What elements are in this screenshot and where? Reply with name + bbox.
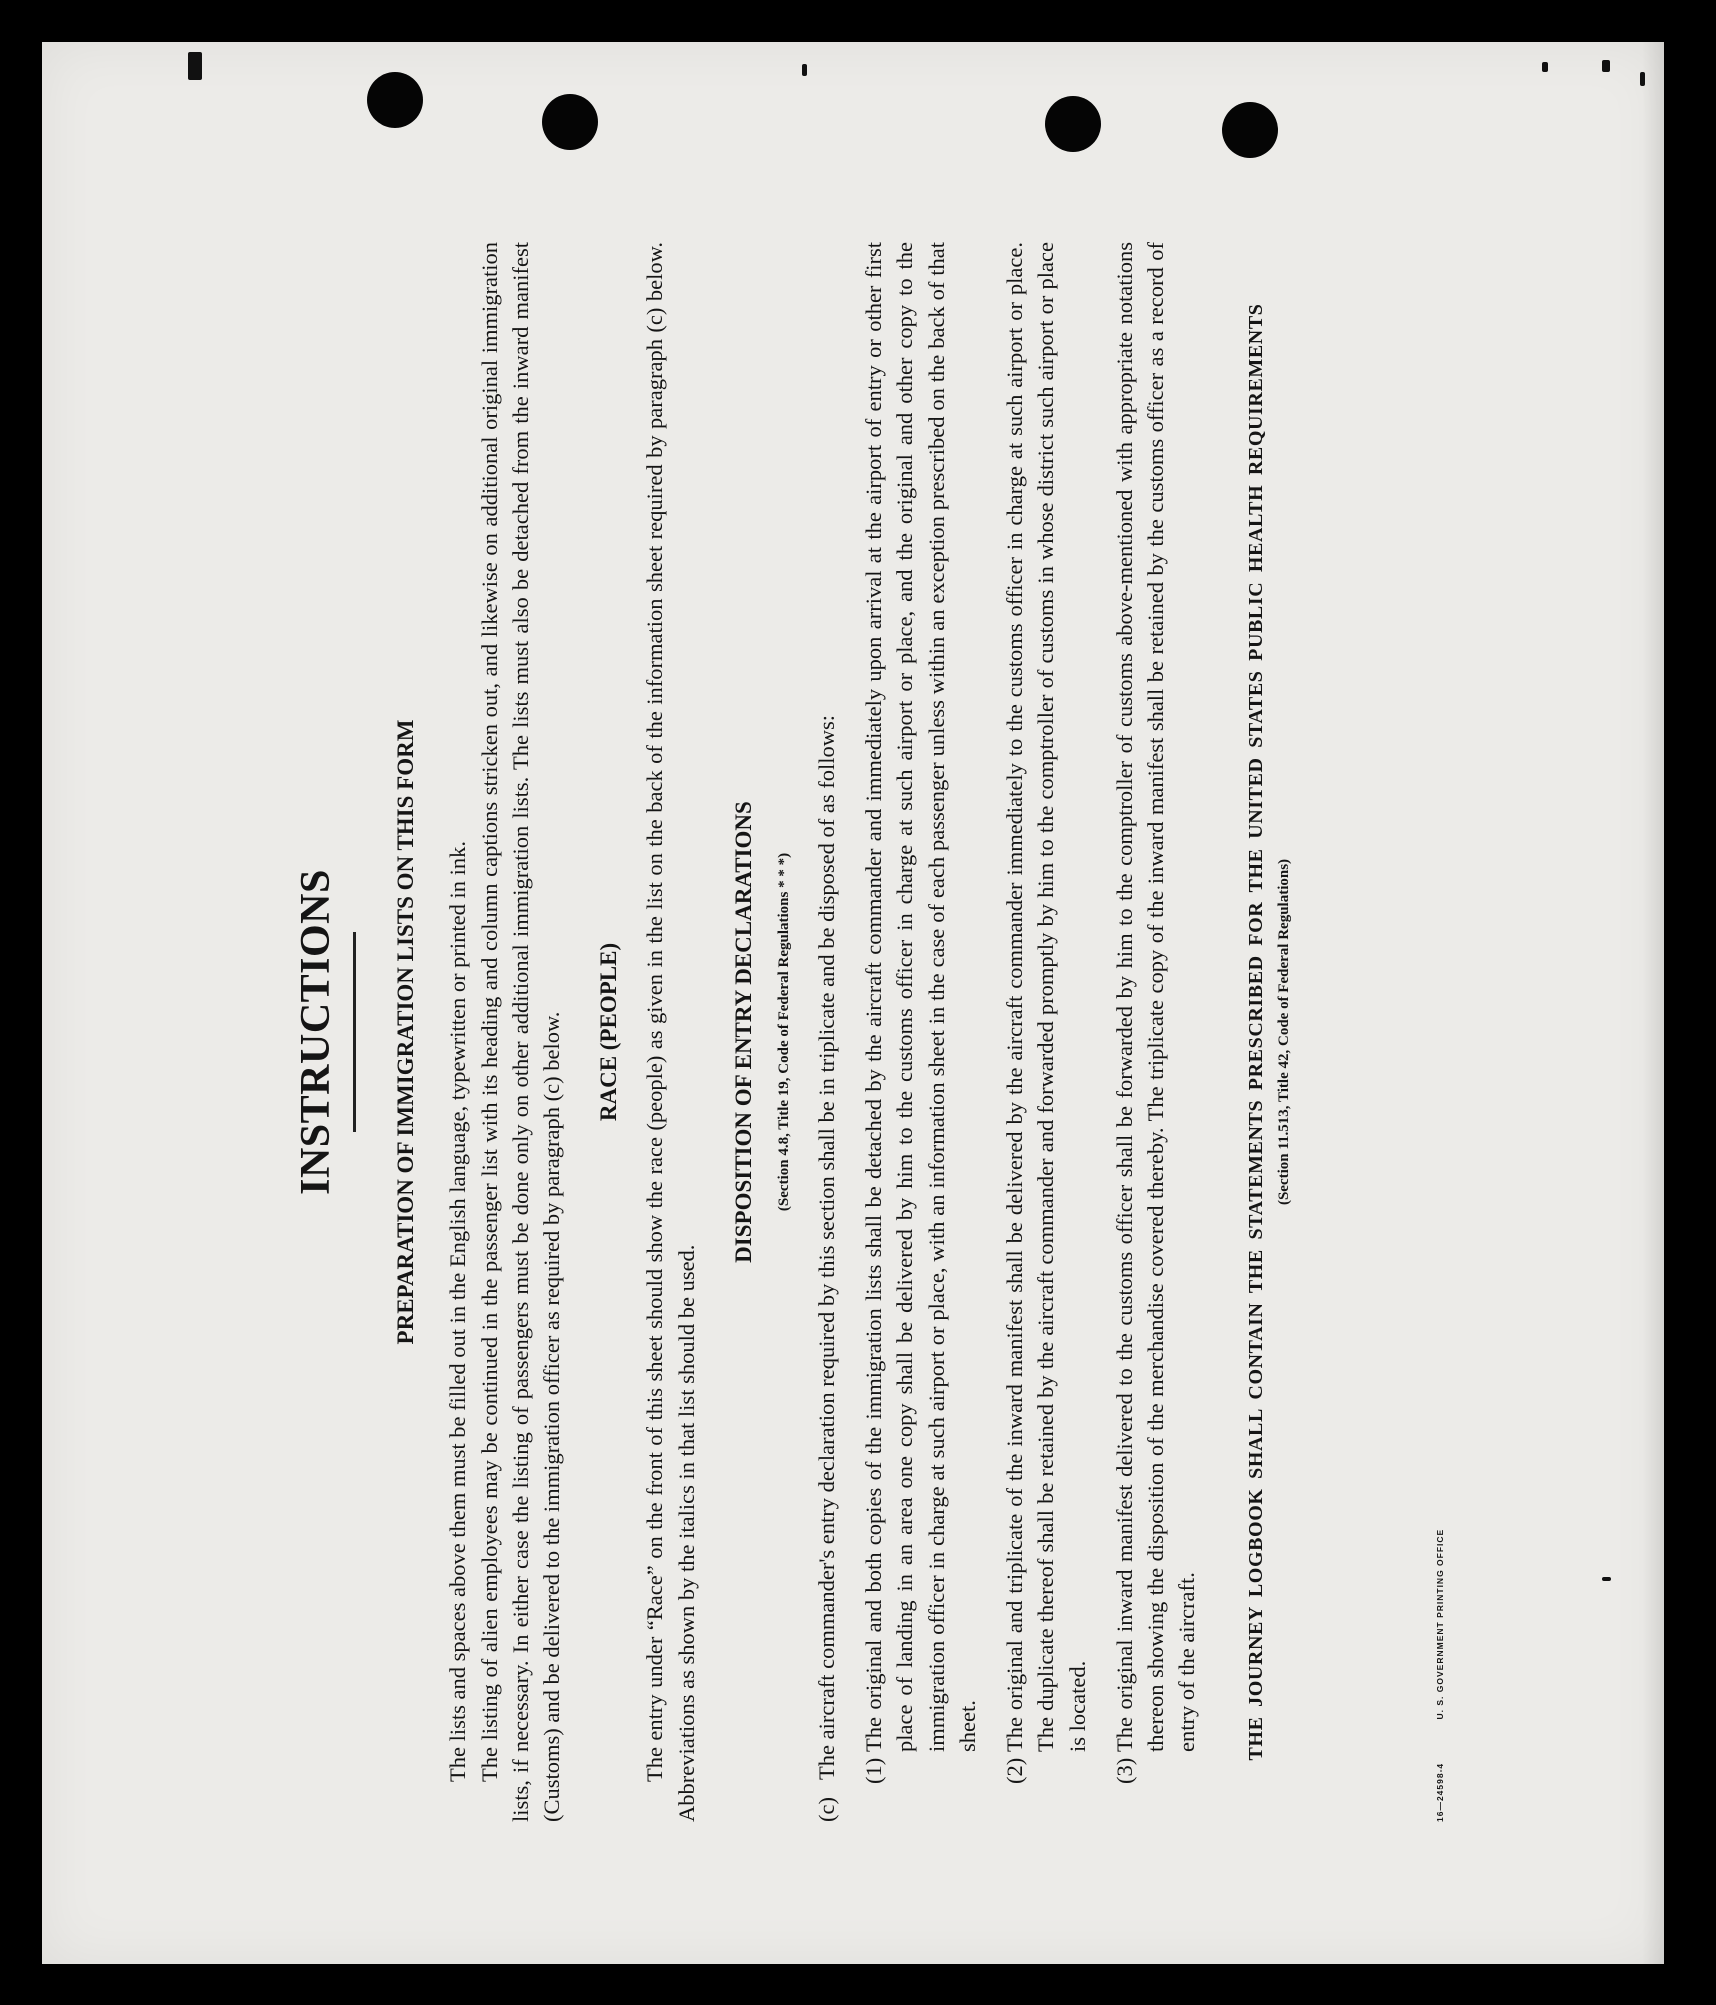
race-heading: RACE (PEOPLE) bbox=[596, 942, 622, 1122]
race-paragraph: The entry under “Race” on the front of this sheet should show the race (people) as given in the list on the back of the information sheet required by paragraph (c) below. Abbreviations as shown by the italics in that list should be used. bbox=[642, 242, 699, 1822]
ink-speck bbox=[1542, 62, 1548, 72]
clause-label: (c) bbox=[813, 1797, 839, 1822]
list-item bbox=[1109, 242, 1203, 1822]
disposition-citation: (Section 4.8, Title 19, Code of Federal Regulations * * *) bbox=[775, 852, 792, 1212]
item-number: (2) bbox=[1002, 1757, 1028, 1784]
punch-hole bbox=[367, 72, 423, 128]
item-text: The original inward manifest delivered to the customs officer shall be forwarded by him to the comptroller of customs above-mentioned with appropriate notations thereon showing the disposition of the merchandise covered thereby. The triplicate copy of the inward manifest shall be retained by the customs officer as a record of entry of the aircraft. bbox=[1111, 242, 1200, 1752]
preparation-paragraph: The lists and spaces above them must be filled out in the English language, typewritten or printed in ink. bbox=[445, 840, 471, 1782]
punch-hole bbox=[1222, 102, 1278, 158]
item-text: The original and both copies of the immigration lists shall be detached by the aircraft commander and immediately upon arrival at the airport of entry or other first place of landing in an area one copy shall be delivered by him to the customs officer in charge at such airport or place, and the original and other copy to the immigration officer in charge at such airport or place, with an information sheet in the case of each passenger unless within an exception prescribed on the back of that sheet. bbox=[860, 242, 980, 1752]
punch-hole bbox=[542, 94, 598, 150]
list-item bbox=[999, 242, 1093, 1822]
logbook-citation: (Section 11.513, Title 42, Code of Federal Regulations) bbox=[1276, 858, 1293, 1206]
page-edge-shadow bbox=[1642, 42, 1664, 1964]
disposition-heading: DISPOSITION OF ENTRY DECLARATIONS bbox=[730, 801, 756, 1263]
title-rule bbox=[353, 932, 356, 1132]
ink-speck bbox=[188, 52, 202, 80]
punch-hole bbox=[1045, 96, 1101, 152]
printer-imprint bbox=[1435, 1489, 1447, 1822]
document-page bbox=[42, 42, 1664, 1964]
ink-speck bbox=[1602, 1577, 1611, 1581]
clause-c bbox=[811, 242, 842, 1822]
ink-speck bbox=[1602, 60, 1610, 72]
instructions-text bbox=[287, 242, 1447, 1822]
item-number: (3) bbox=[1111, 1757, 1137, 1784]
clause-text: The aircraft commander's entry declaration required by this section shall be in triplicate and be disposed of as follows: bbox=[813, 715, 839, 1780]
ink-speck bbox=[802, 64, 807, 76]
list-item bbox=[858, 242, 983, 1822]
preparation-heading: PREPARATION OF IMMIGRATION LISTS ON THIS FORM bbox=[393, 719, 419, 1345]
printing-office: U. S. GOVERNMENT PRINTING OFFICE bbox=[1435, 1528, 1446, 1720]
page-title: INSTRUCTIONS bbox=[293, 869, 339, 1195]
form-code: 16—24598-4 bbox=[1435, 1762, 1446, 1822]
item-number: (1) bbox=[860, 1757, 886, 1784]
preparation-paragraph: The listing of alien employees may be continued in the passenger list with its heading and column captions stricken out, and likewise on additional original immigration lists, if necessary. In either case the listing of passengers must be done only on other additional immigration lists. The lists must also be detached from the inward manifest (Customs) and be delivered to the immigration officer as required by paragraph (c) below. bbox=[476, 242, 565, 1822]
logbook-heading: THE JOURNEY LOGBOOK SHALL CONTAIN THE STATEMENTS PRESCRIBED FOR THE UNITED STATES PUBLIC HEALTH REQUIREMENTS bbox=[1244, 303, 1267, 1761]
item-text: The original and triplicate of the inward manifest shall be delivered by the aircraft commander immediately to the customs officer in charge at such airport or place. The duplicate thereof shall be retained by the aircraft commander and forwarded promptly by him to the comptroller of customs in whose district such airport or place is located. bbox=[1002, 242, 1090, 1752]
